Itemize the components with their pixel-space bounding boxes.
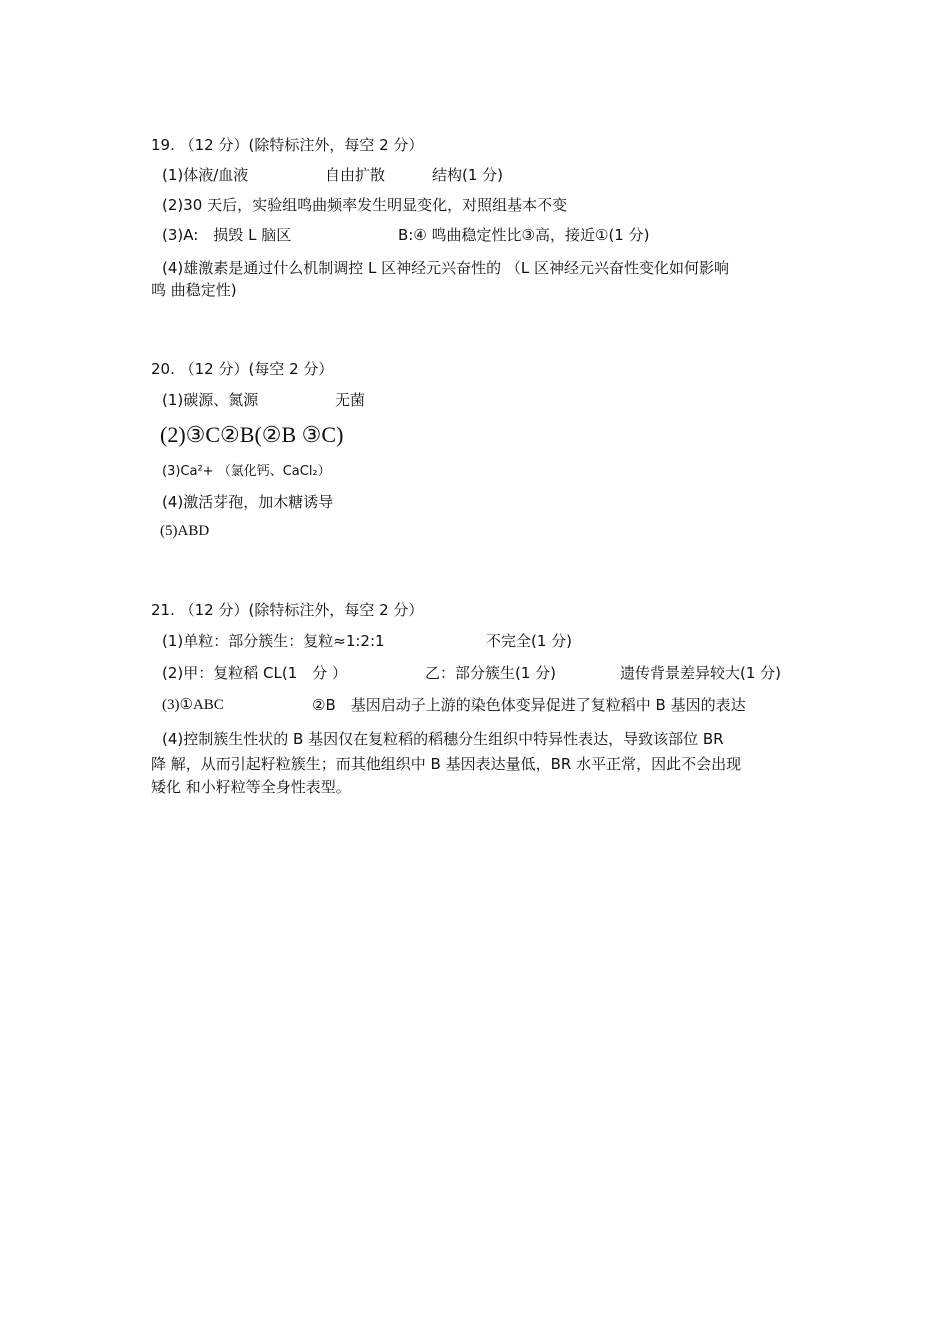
q21-part3-b: ②B 基因启动子上游的染色体变异促进了复粒稻中 B 基因的表达 — [312, 696, 746, 714]
q20-part2: (2)③C②B(②B ③C) — [160, 422, 344, 447]
q21-part2-c: 遗传背景差异较大(1 分) — [620, 664, 782, 682]
q19-part1-b: 自由扩散 — [325, 166, 386, 184]
q19-part1-a: (1)体液/血液 — [162, 166, 249, 184]
q21-part4-line3: 矮化 和小籽粒等全身性表型。 — [151, 778, 351, 796]
q19-header: 19. （12 分）(除特标注外，每空 2 分） — [151, 136, 424, 154]
q21-part1-b: 不完全(1 分) — [486, 632, 573, 650]
q21-header: 21. （12 分）(除特标注外，每空 2 分） — [151, 601, 424, 619]
q21-part2-b: 乙：部分簇生(1 分) — [425, 664, 557, 682]
q20-part1 — [162, 390, 562, 410]
q19-part3-a: (3)A: 损毁 L 脑区 — [162, 226, 292, 244]
q21-part3-a: (3)①ABC — [162, 697, 224, 713]
q19-part4-line1: (4)雄激素是通过什么机制调控 L 区神经元兴奋性的 （L 区神经元兴奋性变化如何影响 — [162, 259, 730, 277]
q19-part3 — [162, 225, 762, 245]
q19-part3-b: B:④ 鸣曲稳定性比③高，接近①(1 分) — [398, 226, 650, 244]
q20-part1-b: 无菌 — [335, 391, 366, 409]
q20-part4: (4)激活芽孢，加木糖诱导 — [162, 493, 334, 511]
q19-part1 — [162, 165, 762, 185]
q21-part4-line1: (4)控制簇生性状的 B 基因仅在复粒稻的稻穗分生组织中特异性表达，导致该部位 BR — [162, 730, 724, 748]
q21-part2 — [162, 663, 812, 683]
q20-header: 20. （12 分）(每空 2 分） — [151, 360, 334, 378]
q20-part3: (3)Ca²+ （氯化钙、CaCl₂） — [162, 464, 331, 479]
q21-part1 — [162, 631, 662, 651]
q21-part4-line2: 降 解，从而引起籽粒簇生；而其他组织中 B 基因表达量低，BR 水平正常，因此不会出现 — [151, 755, 742, 773]
q19-part4-line2: 鸣 曲稳定性) — [151, 281, 237, 299]
q21-part3 — [162, 695, 812, 715]
q20-part1-a: (1)碳源、氮源 — [162, 391, 259, 409]
q21-part2-a: (2)甲：复粒稻 CL(1 分 ） — [162, 664, 348, 682]
q19-part1-c: 结构(1 分) — [432, 166, 504, 184]
q20-part5: (5)ABD — [160, 523, 210, 539]
q21-part1-a: (1)单粒：部分簇生：复粒≈1:2:1 — [162, 632, 385, 650]
q19-part2: (2)30 天后，实验组鸣曲频率发生明显变化，对照组基本不变 — [162, 196, 568, 214]
